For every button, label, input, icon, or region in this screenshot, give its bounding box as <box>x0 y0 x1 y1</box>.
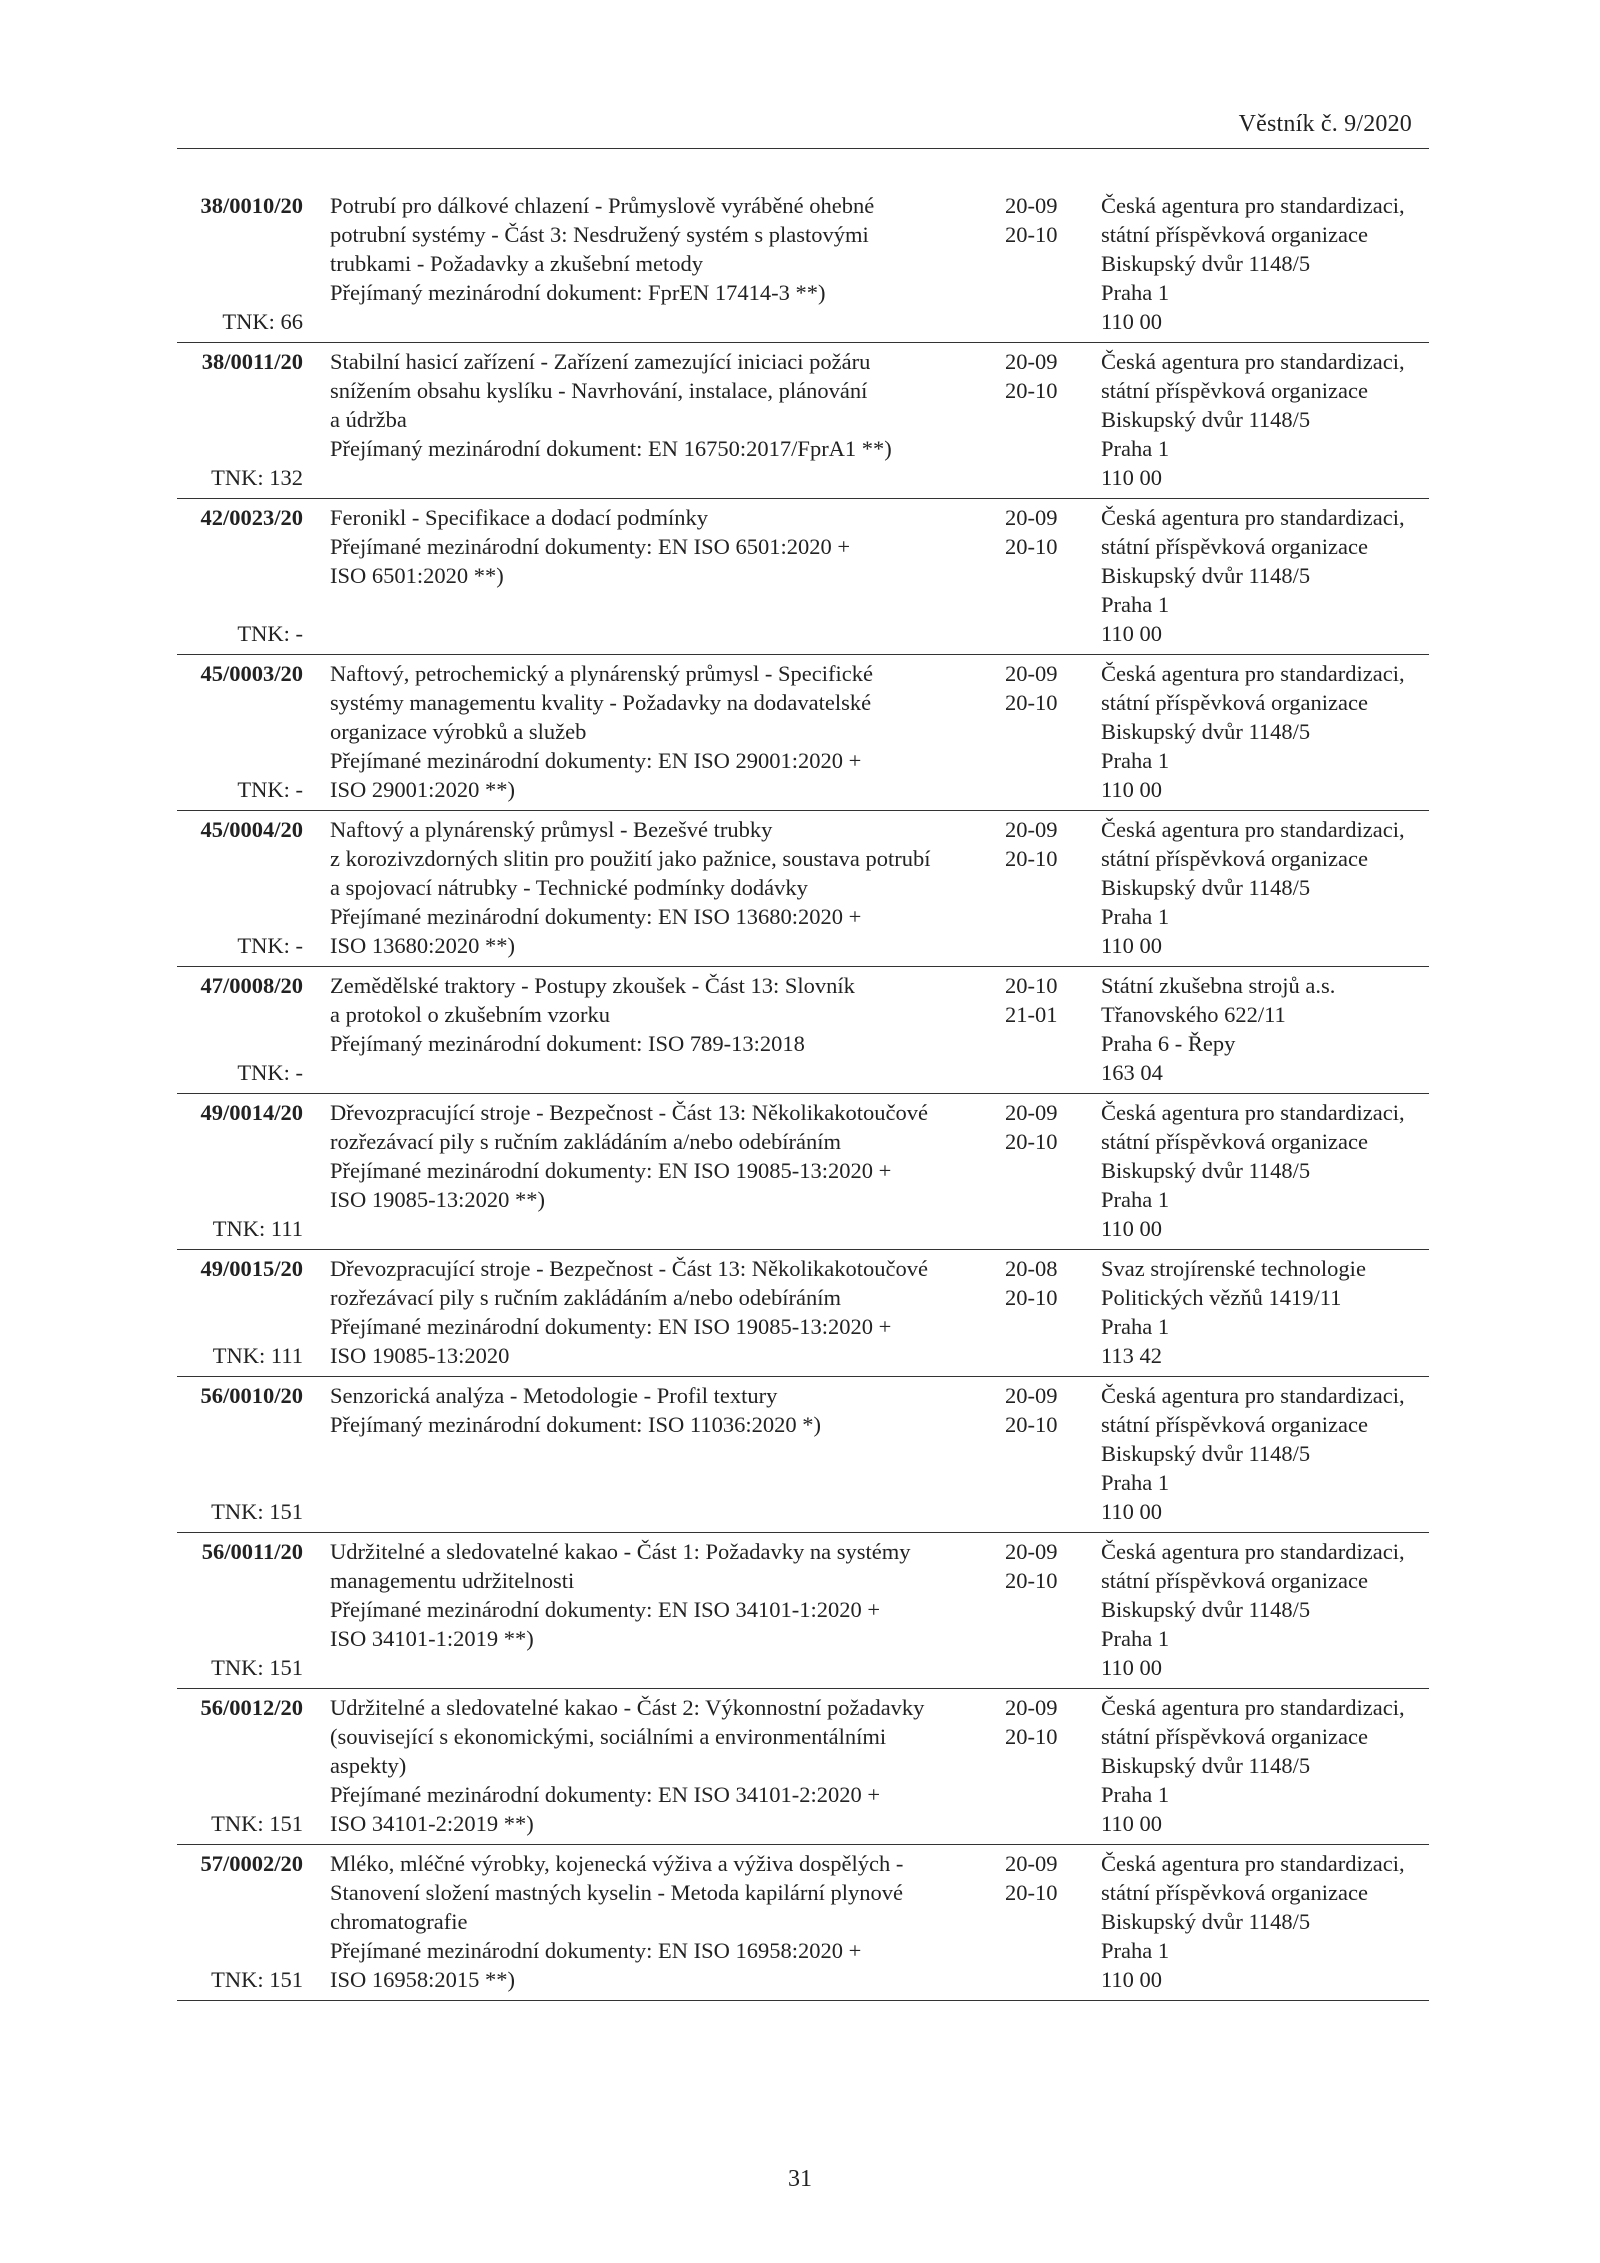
entry-dates-cell <box>1005 1254 1095 1370</box>
entry-title-cell <box>305 1849 1005 1994</box>
entry-title-line: ISO 13680:2020 **) <box>330 933 515 958</box>
entry-id-cell <box>177 1849 305 1994</box>
entry-tnk: TNK: 151 <box>211 1499 303 1524</box>
entry-date: 20-09 <box>1005 817 1058 842</box>
entry-title-cell <box>305 1537 1005 1682</box>
standard-entry <box>177 1250 1429 1377</box>
entry-organization-line: Politických vězňů 1419/11 <box>1101 1285 1342 1310</box>
entry-title-line: Přejímaný mezinárodní dokument: ISO 789-13:2018 <box>330 1031 805 1056</box>
entry-title-line: ISO 19085-13:2020 **) <box>330 1187 545 1212</box>
entry-dates-cell <box>1005 659 1095 804</box>
entry-id-cell <box>177 1098 305 1243</box>
entry-organization-line: 110 00 <box>1101 1216 1163 1241</box>
entry-organization-line: Praha 1 <box>1101 592 1170 617</box>
entry-title-line: Naftový, petrochemický a plynárenský průmysl - Specifické <box>330 661 873 686</box>
entry-code: 42/0023/20 <box>200 505 303 530</box>
entry-organization-line: státní příspěvková organizace <box>1101 222 1368 247</box>
entry-organization-line: Praha 1 <box>1101 1314 1170 1339</box>
entry-organization-line: Praha 1 <box>1101 1187 1170 1212</box>
entry-organization-line: 110 00 <box>1101 465 1163 490</box>
entry-title-line: Dřevozpracující stroje - Bezpečnost - Část 13: Několikakotoučové <box>330 1100 928 1125</box>
entry-date: 20-09 <box>1005 1851 1058 1876</box>
entry-organization-line: Třanovského 622/11 <box>1101 1002 1286 1027</box>
entry-title-line: Přejímané mezinárodní dokumenty: EN ISO 6501:2020 + <box>330 534 851 559</box>
entry-title-line: Udržitelné a sledovatelné kakao - Část 1: Požadavky na systémy <box>330 1539 911 1564</box>
entry-organization-cell <box>1095 1849 1429 1994</box>
entry-title-line: Přejímané mezinárodní dokumenty: EN ISO 13680:2020 + <box>330 904 862 929</box>
entry-title-line: Přejímaný mezinárodní dokument: EN 16750:2017/FprA1 **) <box>330 436 892 461</box>
entry-date: 20-09 <box>1005 1100 1058 1125</box>
entry-organization-line: 110 00 <box>1101 1967 1163 1992</box>
entry-organization-line: 110 00 <box>1101 1499 1163 1524</box>
entry-title-line: Přejímaný mezinárodní dokument: FprEN 17414-3 **) <box>330 280 826 305</box>
entry-title-line: rozřezávací pily s ručním zakládáním a/nebo odebíráním <box>330 1285 842 1310</box>
entry-tnk: TNK: - <box>237 621 303 646</box>
entry-organization-line: Praha 1 <box>1101 748 1170 773</box>
entry-id-cell <box>177 1254 305 1370</box>
entry-title-line: snížením obsahu kyslíku - Navrhování, instalace, plánování <box>330 378 868 403</box>
entry-dates-cell <box>1005 1381 1095 1526</box>
entry-organization-line: Biskupský dvůr 1148/5 <box>1101 1158 1311 1183</box>
entry-organization-line: Biskupský dvůr 1148/5 <box>1101 1441 1311 1466</box>
standard-entry <box>177 811 1429 967</box>
entry-title-line: rozřezávací pily s ručním zakládáním a/nebo odebíráním <box>330 1129 842 1154</box>
entry-title-line: Stanovení složení mastných kyselin - Metoda kapilární plynové <box>330 1880 904 1905</box>
entry-title-cell <box>305 1381 1005 1526</box>
entry-title-line: Senzorická analýza - Metodologie - Profil textury <box>330 1383 778 1408</box>
entry-organization-line: 113 42 <box>1101 1343 1163 1368</box>
entry-title-line: Přejímané mezinárodní dokumenty: EN ISO 19085-13:2020 + <box>330 1314 892 1339</box>
entry-organization-line: Biskupský dvůr 1148/5 <box>1101 719 1311 744</box>
entry-title-line: systémy managementu kvality - Požadavky na dodavatelské <box>330 690 872 715</box>
entry-tnk: TNK: 111 <box>212 1216 303 1241</box>
entry-id-cell <box>177 1693 305 1838</box>
entry-date: 20-10 <box>1005 1568 1058 1593</box>
entry-id-cell <box>177 1381 305 1526</box>
entry-organization-line: státní příspěvková organizace <box>1101 1412 1368 1437</box>
entry-organization-cell <box>1095 1254 1429 1370</box>
entry-organization-line: Praha 1 <box>1101 1782 1170 1807</box>
entry-title-cell <box>305 1693 1005 1838</box>
entry-organization-line: Biskupský dvůr 1148/5 <box>1101 1909 1311 1934</box>
entry-organization-cell <box>1095 191 1429 336</box>
entry-title-line: Mléko, mléčné výrobky, kojenecká výživa a výživa dospělých - <box>330 1851 904 1876</box>
standard-entry <box>177 499 1429 655</box>
entry-organization-line: Česká agentura pro standardizaci, <box>1101 1695 1405 1720</box>
entry-dates-cell <box>1005 971 1095 1087</box>
entry-code: 49/0014/20 <box>200 1100 303 1125</box>
standard-entry <box>177 1377 1429 1533</box>
entry-organization-line: Česká agentura pro standardizaci, <box>1101 817 1405 842</box>
entry-id-cell <box>177 659 305 804</box>
entry-organization-line: Praha 6 - Řepy <box>1101 1031 1236 1056</box>
entry-organization-line: Biskupský dvůr 1148/5 <box>1101 875 1311 900</box>
entry-organization-line: Česká agentura pro standardizaci, <box>1101 661 1405 686</box>
entry-date: 20-09 <box>1005 349 1058 374</box>
entry-organization-line: 110 00 <box>1101 309 1163 334</box>
entry-organization-cell <box>1095 503 1429 648</box>
entry-organization-line: 163 04 <box>1101 1060 1163 1085</box>
entry-organization-line: Praha 1 <box>1101 904 1170 929</box>
entry-title-line: chromatografie <box>330 1909 468 1934</box>
entry-title-line: a údržba <box>330 407 407 432</box>
entry-title-line: Dřevozpracující stroje - Bezpečnost - Část 13: Několikakotoučové <box>330 1256 928 1281</box>
entry-title-line: a spojovací nátrubky - Technické podmínky dodávky <box>330 875 808 900</box>
entry-date: 21-01 <box>1005 1002 1058 1027</box>
entry-title-line: Naftový a plynárenský průmysl - Bezešvé trubky <box>330 817 773 842</box>
standard-entry <box>177 1533 1429 1689</box>
entry-title-line: Feronikl - Specifikace a dodací podmínky <box>330 505 709 530</box>
entry-date: 20-09 <box>1005 1695 1058 1720</box>
standard-entry <box>177 343 1429 499</box>
entry-id-cell <box>177 971 305 1087</box>
entry-title-line: ISO 34101-1:2019 **) <box>330 1626 534 1651</box>
entry-organization-line: Biskupský dvůr 1148/5 <box>1101 407 1311 432</box>
entry-date: 20-09 <box>1005 1383 1058 1408</box>
entry-organization-line: 110 00 <box>1101 621 1163 646</box>
standard-entry <box>177 191 1429 343</box>
entry-title-line: Přejímané mezinárodní dokumenty: EN ISO 29001:2020 + <box>330 748 862 773</box>
entry-dates-cell <box>1005 191 1095 336</box>
entry-dates-cell <box>1005 503 1095 648</box>
entry-title-cell <box>305 815 1005 960</box>
entry-organization-line: Státní zkušebna strojů a.s. <box>1101 973 1336 998</box>
entry-organization-line: Svaz strojírenské technologie <box>1101 1256 1366 1281</box>
entry-id-cell <box>177 815 305 960</box>
page-number: 31 <box>788 2166 812 2192</box>
entry-date: 20-10 <box>1005 378 1058 403</box>
entry-tnk: TNK: - <box>237 1060 303 1085</box>
entry-title-line: organizace výrobků a služeb <box>330 719 587 744</box>
entry-organization-line: 110 00 <box>1101 933 1163 958</box>
standard-entry <box>177 1689 1429 1845</box>
entry-title-line: managementu udržitelnosti <box>330 1568 575 1593</box>
entry-date: 20-09 <box>1005 193 1058 218</box>
entry-title-cell <box>305 1098 1005 1243</box>
entry-code: 47/0008/20 <box>200 973 303 998</box>
journal-title: Věstník č. 9/2020 <box>1238 111 1412 137</box>
entry-title-line: Přejímaný mezinárodní dokument: ISO 11036:2020 *) <box>330 1412 821 1437</box>
entry-organization-line: státní příspěvková organizace <box>1101 1724 1368 1749</box>
entry-organization-line: 110 00 <box>1101 1811 1163 1836</box>
entry-code: 45/0004/20 <box>200 817 303 842</box>
entry-code: 56/0011/20 <box>201 1539 303 1564</box>
entry-title-cell <box>305 503 1005 648</box>
entry-title-line: Přejímané mezinárodní dokumenty: EN ISO 16958:2020 + <box>330 1938 862 1963</box>
entry-organization-line: Praha 1 <box>1101 280 1170 305</box>
standards-list <box>177 191 1429 2001</box>
entry-title-line: ISO 16958:2015 **) <box>330 1967 515 1992</box>
entry-dates-cell <box>1005 815 1095 960</box>
entry-id-cell <box>177 347 305 492</box>
entry-title-line: z korozivzdorných slitin pro použití jako pažnice, soustava potrubí <box>330 846 931 871</box>
entry-id-cell <box>177 503 305 648</box>
entry-title-line: potrubní systémy - Část 3: Nesdružený systém s plastovými <box>330 222 869 247</box>
entry-date: 20-10 <box>1005 1129 1058 1154</box>
entry-tnk: TNK: 151 <box>211 1967 303 1992</box>
entry-organization-line: Biskupský dvůr 1148/5 <box>1101 1597 1311 1622</box>
entry-title-line: Udržitelné a sledovatelné kakao - Část 2: Výkonnostní požadavky <box>330 1695 925 1720</box>
entry-title-line: Přejímané mezinárodní dokumenty: EN ISO 34101-2:2020 + <box>330 1782 881 1807</box>
entry-date: 20-09 <box>1005 505 1058 530</box>
entry-organization-line: státní příspěvková organizace <box>1101 1129 1368 1154</box>
entry-organization-line: Praha 1 <box>1101 1938 1170 1963</box>
standard-entry <box>177 655 1429 811</box>
entry-date: 20-08 <box>1005 1256 1058 1281</box>
entry-code: 57/0002/20 <box>200 1851 303 1876</box>
entry-date: 20-10 <box>1005 222 1058 247</box>
entry-organization-cell <box>1095 1381 1429 1526</box>
entry-title-line: ISO 29001:2020 **) <box>330 777 515 802</box>
entry-organization-line: Biskupský dvůr 1148/5 <box>1101 251 1311 276</box>
entry-date: 20-10 <box>1005 973 1058 998</box>
entry-title-cell <box>305 191 1005 336</box>
entry-title-line: Přejímané mezinárodní dokumenty: EN ISO 34101-1:2020 + <box>330 1597 881 1622</box>
entry-organization-line: Česká agentura pro standardizaci, <box>1101 1100 1405 1125</box>
entry-title-line: Stabilní hasicí zařízení - Zařízení zamezující iniciaci požáru <box>330 349 871 374</box>
entry-title-cell <box>305 659 1005 804</box>
entry-code: 49/0015/20 <box>200 1256 303 1281</box>
entry-title-line: Zemědělské traktory - Postupy zkoušek - Část 13: Slovník <box>330 973 855 998</box>
entry-organization-line: 110 00 <box>1101 777 1163 802</box>
entry-tnk: TNK: 132 <box>211 465 303 490</box>
entry-title-line: ISO 19085-13:2020 <box>330 1343 510 1368</box>
entry-code: 38/0010/20 <box>200 193 303 218</box>
entry-id-cell <box>177 191 305 336</box>
entry-title-line: Potrubí pro dálkové chlazení - Průmyslově vyráběné ohebné <box>330 193 875 218</box>
entry-title-line: (související s ekonomickými, sociálními a environmentálními <box>330 1724 887 1749</box>
standard-entry <box>177 1845 1429 2001</box>
entry-date: 20-10 <box>1005 1285 1058 1310</box>
entry-dates-cell <box>1005 1693 1095 1838</box>
entry-organization-line: Česká agentura pro standardizaci, <box>1101 193 1405 218</box>
entry-code: 56/0012/20 <box>200 1695 303 1720</box>
entry-organization-cell <box>1095 815 1429 960</box>
entry-tnk: TNK: 151 <box>211 1655 303 1680</box>
entry-title-cell <box>305 1254 1005 1370</box>
entry-organization-line: státní příspěvková organizace <box>1101 690 1368 715</box>
header-divider <box>177 148 1429 149</box>
entry-organization-line: státní příspěvková organizace <box>1101 1880 1368 1905</box>
entry-organization-cell <box>1095 1693 1429 1838</box>
entry-organization-line: státní příspěvková organizace <box>1101 534 1368 559</box>
entry-tnk: TNK: 111 <box>212 1343 303 1368</box>
entry-organization-line: Česká agentura pro standardizaci, <box>1101 1851 1405 1876</box>
entry-dates-cell <box>1005 1537 1095 1682</box>
entry-title-cell <box>305 971 1005 1087</box>
entry-code: 56/0010/20 <box>200 1383 303 1408</box>
entry-date: 20-10 <box>1005 846 1058 871</box>
entry-title-cell <box>305 347 1005 492</box>
entry-title-line: Přejímané mezinárodní dokumenty: EN ISO 19085-13:2020 + <box>330 1158 892 1183</box>
entry-title-line: ISO 34101-2:2019 **) <box>330 1811 534 1836</box>
entry-organization-line: Praha 1 <box>1101 436 1170 461</box>
entry-organization-line: Praha 1 <box>1101 1626 1170 1651</box>
entry-organization-line: Česká agentura pro standardizaci, <box>1101 1383 1405 1408</box>
entry-organization-line: státní příspěvková organizace <box>1101 378 1368 403</box>
entry-organization-cell <box>1095 1537 1429 1682</box>
entry-tnk: TNK: - <box>237 933 303 958</box>
entry-title-line: ISO 6501:2020 **) <box>330 563 504 588</box>
entry-organization-line: Česká agentura pro standardizaci, <box>1101 1539 1405 1564</box>
entry-id-cell <box>177 1537 305 1682</box>
entry-organization-cell <box>1095 971 1429 1087</box>
entry-organization-line: státní příspěvková organizace <box>1101 846 1368 871</box>
entry-tnk: TNK: - <box>237 777 303 802</box>
entry-date: 20-10 <box>1005 534 1058 559</box>
entry-organization-line: Biskupský dvůr 1148/5 <box>1101 563 1311 588</box>
entry-date: 20-10 <box>1005 1724 1058 1749</box>
entry-organization-line: Biskupský dvůr 1148/5 <box>1101 1753 1311 1778</box>
entry-organization-line: Praha 1 <box>1101 1470 1170 1495</box>
entry-code: 45/0003/20 <box>200 661 303 686</box>
entry-organization-line: Česká agentura pro standardizaci, <box>1101 349 1405 374</box>
standard-entry <box>177 1094 1429 1250</box>
entry-title-line: trubkami - Požadavky a zkušební metody <box>330 251 704 276</box>
entry-dates-cell <box>1005 1849 1095 1994</box>
entry-dates-cell <box>1005 1098 1095 1243</box>
entry-organization-cell <box>1095 659 1429 804</box>
entry-organization-line: Česká agentura pro standardizaci, <box>1101 505 1405 530</box>
entry-organization-cell <box>1095 1098 1429 1243</box>
entry-organization-line: 110 00 <box>1101 1655 1163 1680</box>
entry-tnk: TNK: 66 <box>222 309 303 334</box>
entry-date: 20-10 <box>1005 1880 1058 1905</box>
entry-title-line: a protokol o zkušebním vzorku <box>330 1002 610 1027</box>
entry-date: 20-10 <box>1005 1412 1058 1437</box>
entry-tnk: TNK: 151 <box>211 1811 303 1836</box>
entry-date: 20-09 <box>1005 661 1058 686</box>
entry-title-line: aspekty) <box>330 1753 407 1778</box>
entry-date: 20-09 <box>1005 1539 1058 1564</box>
entry-code: 38/0011/20 <box>201 349 303 374</box>
entry-organization-line: státní příspěvková organizace <box>1101 1568 1368 1593</box>
entry-date: 20-10 <box>1005 690 1058 715</box>
entry-organization-cell <box>1095 347 1429 492</box>
entry-dates-cell <box>1005 347 1095 492</box>
standard-entry <box>177 967 1429 1094</box>
